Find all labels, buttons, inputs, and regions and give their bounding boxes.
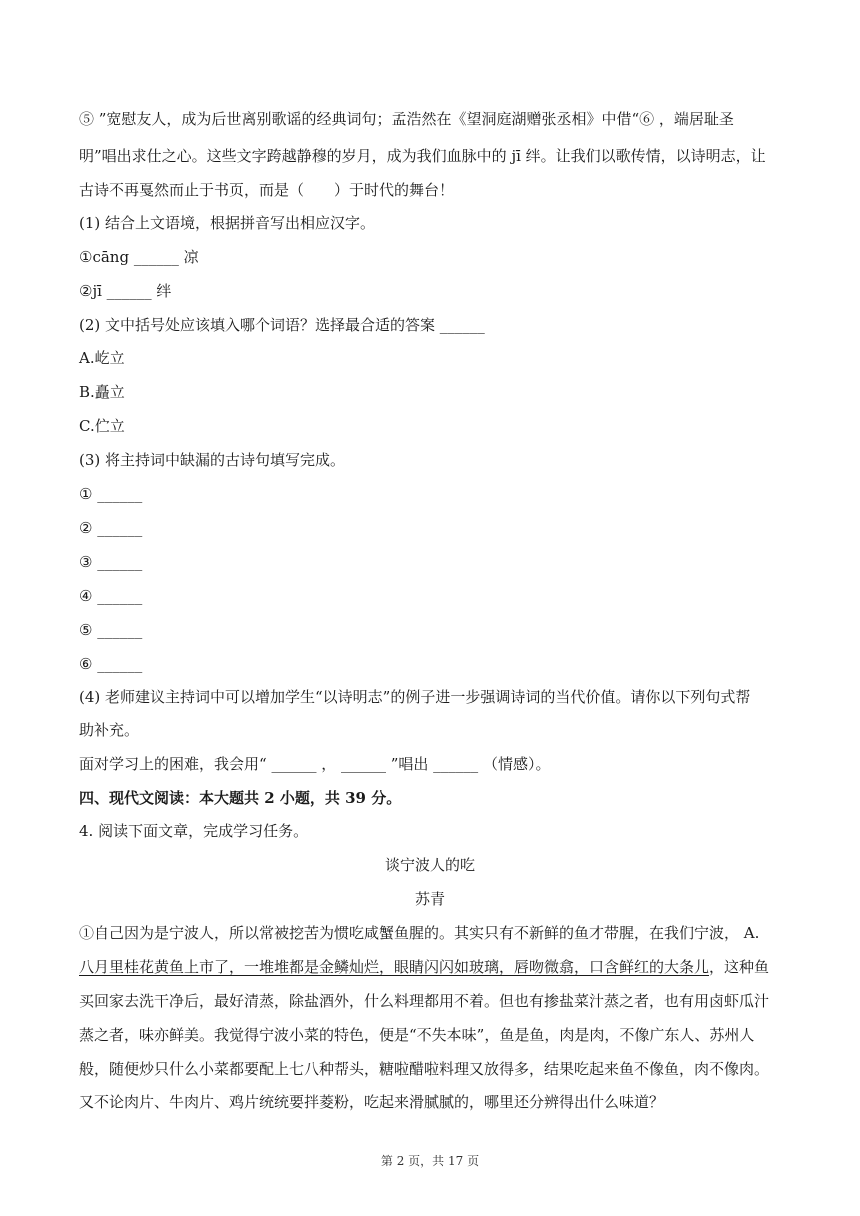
q4-stem-line-1: (4) 老师建议主持词中可以增加学生“以诗明志”的例子进一步强调诗词的当代价值。请你以下列句式帮 [79,688,751,706]
article-line-5: 般，随便炒只什么小菜都要配上七八种帮头，糖啦醋啦料理又放得多，结果吃起来鱼不像鱼，肉不像肉。 [79,1060,770,1078]
article-line-1: ①自己因为是宁波人，所以常被挖苦为惯吃咸蟹鱼腥的。其实只有不新鲜的鱼才带腥，在我们宁波， A. [79,924,760,942]
article-line-4: 蒸之者，味亦鲜美。我觉得宁波小菜的特色，便是“不失本味”，鱼是鱼，肉是肉，不像广东人、苏州人 [79,1026,755,1044]
q1-item-ji: ②jī ______ 绊 [79,282,172,300]
intro-line-3: 古诗不再戛然而止于书页，而是（ ）于时代的舞台！ [79,181,455,199]
article-line-2 [79,956,769,978]
q2-option-c: C.伫立 [79,417,125,435]
section-heading: 四、现代文阅读：本大题共 2 小题，共 39 分。 [79,789,402,807]
q3-blank-6: ⑥ ______ [79,655,143,673]
underlined-sentence-a: 八月里桂花黄鱼上市了，一堆堆都是金鳞灿烂，眼睛闪闪如玻璃，唇吻微翕，口含鲜红的大条儿 [79,958,710,976]
article-author: 苏青 [414,890,445,908]
q3-blank-2: ② ______ [79,519,143,537]
article-title: 谈宁波人的吃 [384,856,475,874]
q3-stem: (3) 将主持词中缺漏的古诗句填写完成。 [79,451,346,469]
article-line-2-tail: ，这种鱼 [709,958,770,976]
q2-stem: (2) 文中括号处应该填入哪个词语？选择最合适的答案 ______ [79,316,485,334]
article-line-3: 买回家去洗干净后，最好清蒸，除盐酒外，什么料理都用不着。但也有掺盐菜汁蒸之者，也有用卤虾瓜汁 [79,992,770,1010]
intro-line-1: ⑤ ”宽慰友人，成为后世离别歌谣的经典词句；孟浩然在《望洞庭湖赠张丞相》中借“⑥ ，端居耻圣 [79,110,734,128]
q1-stem: (1) 结合上文语境，根据拼音写出相应汉字。 [79,214,376,232]
q4-stem-line-2: 助补充。 [79,721,140,739]
q3-blank-1: ① ______ [79,485,143,503]
q2-option-a: A.屹立 [79,349,125,367]
q1-item-cang: ①cāng ______ 凉 [79,248,199,266]
q3-blank-3: ③ ______ [79,553,143,571]
question-4-intro: 4. 阅读下面文章，完成学习任务。 [79,822,309,840]
q3-blank-5: ⑤ ______ [79,621,143,639]
q4-sentence-pattern: 面对学习上的困难，我会用“ ______ ， ______ ”唱出 ______ （情感）。 [79,755,551,773]
page-footer: 第 2 页，共 17 页 [380,1154,480,1168]
q2-option-b: B.矗立 [79,383,125,401]
article-line-6: 又不论肉片、牛肉片、鸡片统统要拌菱粉，吃起来滑腻腻的，哪里还分辨得出什么味道？ [79,1093,665,1111]
q3-blank-4: ④ ______ [79,587,143,605]
intro-line-2: 明”唱出求仕之心。这些文字跨越静穆的岁月，成为我们血脉中的 jī 绊。让我们以歌传情，以诗明志，让 [79,147,766,165]
